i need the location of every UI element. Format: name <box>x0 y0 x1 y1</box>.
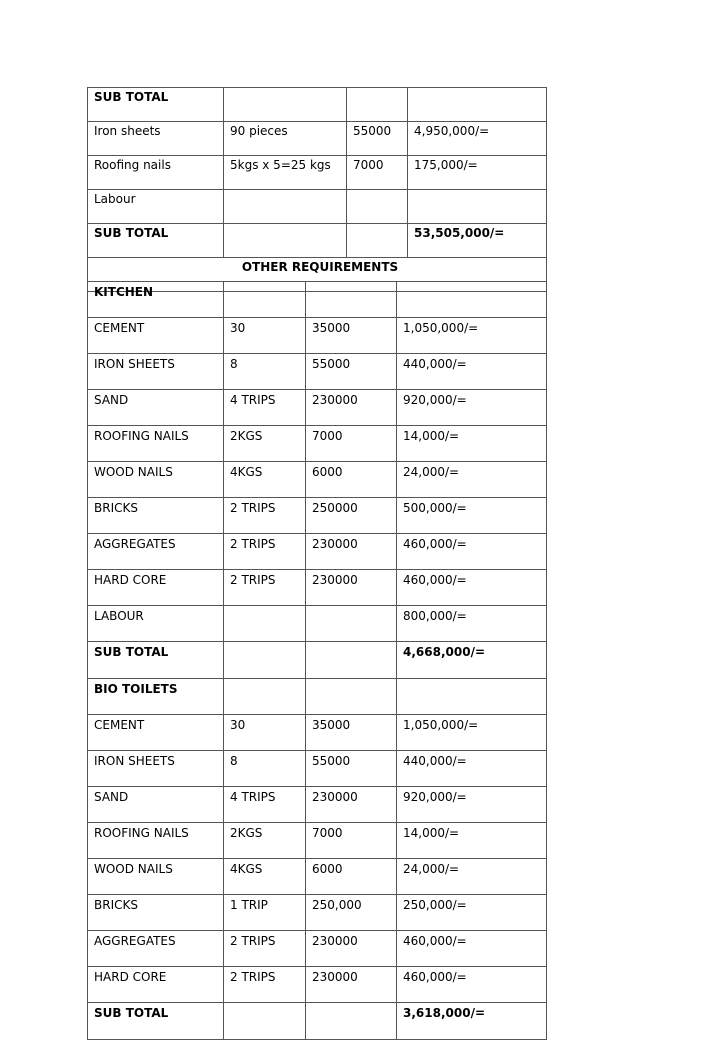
group-heading: KITCHEN <box>88 282 224 318</box>
quantity-cell: 5kgs x 5=25 kgs <box>224 156 347 190</box>
table-row <box>88 156 547 190</box>
quantity-cell: 2KGS <box>224 823 306 859</box>
quantity-cell: 4KGS <box>224 859 306 895</box>
item-cell: HARD CORE <box>88 570 224 606</box>
item-cell: LABOUR <box>88 606 224 642</box>
quantity-cell: 8 <box>224 354 306 390</box>
amount-cell: 920,000/= <box>397 390 547 426</box>
quantity-cell: 4 TRIPS <box>224 390 306 426</box>
amount-cell: 14,000/= <box>397 823 547 859</box>
amount-cell: 175,000/= <box>408 156 547 190</box>
rate-cell: 35000 <box>306 318 397 354</box>
table-row <box>88 426 547 462</box>
rate-cell: 35000 <box>306 715 397 751</box>
item-cell: SAND <box>88 390 224 426</box>
amount-cell: 460,000/= <box>397 570 547 606</box>
item-cell: SUB TOTAL <box>88 224 224 258</box>
group-heading-row <box>88 282 547 318</box>
table-row <box>88 787 547 823</box>
amount-cell: 500,000/= <box>397 498 547 534</box>
empty-cell <box>306 642 397 679</box>
rate-cell: 250000 <box>306 498 397 534</box>
subtotal-amount: 4,668,000/= <box>397 642 547 679</box>
table-row <box>88 751 547 787</box>
empty-cell <box>224 1003 306 1040</box>
amount-cell: 1,050,000/= <box>397 318 547 354</box>
rate-cell: 230000 <box>306 570 397 606</box>
table-row <box>88 390 547 426</box>
table-row <box>88 88 547 122</box>
item-cell: AGGREGATES <box>88 931 224 967</box>
amount-cell: 24,000/= <box>397 462 547 498</box>
table-row <box>88 895 547 931</box>
quantity-cell: 2 TRIPS <box>224 967 306 1003</box>
item-cell: IRON SHEETS <box>88 354 224 390</box>
quantity-cell: 2 TRIPS <box>224 931 306 967</box>
amount-cell: 800,000/= <box>397 606 547 642</box>
empty-cell <box>224 679 306 715</box>
item-cell: Roofing nails <box>88 156 224 190</box>
quantity-cell: 30 <box>224 318 306 354</box>
empty-cell <box>306 1003 397 1040</box>
roofing-cost-table <box>87 87 547 292</box>
rate-cell <box>306 606 397 642</box>
table-row <box>88 318 547 354</box>
quantity-cell: 2KGS <box>224 426 306 462</box>
rate-cell: 55000 <box>306 354 397 390</box>
quantity-cell: 2 TRIPS <box>224 534 306 570</box>
item-cell: CEMENT <box>88 318 224 354</box>
rate-cell: 55000 <box>306 751 397 787</box>
table-row <box>88 534 547 570</box>
quantity-cell <box>224 88 347 122</box>
rate-cell <box>347 224 408 258</box>
quantity-cell: 2 TRIPS <box>224 570 306 606</box>
group-heading: BIO TOILETS <box>88 679 224 715</box>
rate-cell <box>347 88 408 122</box>
item-cell: WOOD NAILS <box>88 859 224 895</box>
rate-cell: 6000 <box>306 859 397 895</box>
table-row <box>88 859 547 895</box>
rate-cell: 7000 <box>347 156 408 190</box>
other-requirements-table <box>87 281 547 1040</box>
table-row <box>88 224 547 258</box>
amount-cell: 14,000/= <box>397 426 547 462</box>
rate-cell: 230000 <box>306 967 397 1003</box>
empty-cell <box>224 282 306 318</box>
empty-cell <box>397 282 547 318</box>
table-row <box>88 967 547 1003</box>
quantity-cell <box>224 606 306 642</box>
rate-cell: 230000 <box>306 931 397 967</box>
table-row <box>88 715 547 751</box>
amount-cell: 920,000/= <box>397 787 547 823</box>
amount-cell <box>408 190 547 224</box>
amount-cell: 250,000/= <box>397 895 547 931</box>
item-cell: HARD CORE <box>88 967 224 1003</box>
amount-cell: 440,000/= <box>397 751 547 787</box>
rate-cell <box>347 190 408 224</box>
empty-cell <box>306 282 397 318</box>
subtotal-row <box>88 1003 547 1040</box>
item-cell: ROOFING NAILS <box>88 823 224 859</box>
subtotal-label: SUB TOTAL <box>88 642 224 679</box>
quantity-cell <box>224 224 347 258</box>
rate-cell: 230000 <box>306 787 397 823</box>
amount-cell: 440,000/= <box>397 354 547 390</box>
rate-cell: 6000 <box>306 462 397 498</box>
empty-cell <box>224 642 306 679</box>
amount-cell: 1,050,000/= <box>397 715 547 751</box>
item-cell: CEMENT <box>88 715 224 751</box>
quantity-cell: 30 <box>224 715 306 751</box>
table-row <box>88 190 547 224</box>
rate-cell: 7000 <box>306 426 397 462</box>
other-requirements-table-body <box>88 282 547 1040</box>
quantity-cell: 4KGS <box>224 462 306 498</box>
item-cell: Labour <box>88 190 224 224</box>
item-cell: ROOFING NAILS <box>88 426 224 462</box>
item-cell: SUB TOTAL <box>88 88 224 122</box>
amount-cell: 460,000/= <box>397 931 547 967</box>
quantity-cell: 8 <box>224 751 306 787</box>
amount-cell: 460,000/= <box>397 967 547 1003</box>
item-cell: SAND <box>88 787 224 823</box>
amount-cell: 53,505,000/= <box>408 224 547 258</box>
table-row <box>88 570 547 606</box>
rate-cell: 230000 <box>306 390 397 426</box>
table-row <box>88 462 547 498</box>
item-cell: IRON SHEETS <box>88 751 224 787</box>
quantity-cell: 1 TRIP <box>224 895 306 931</box>
item-cell: BRICKS <box>88 498 224 534</box>
item-cell: Iron sheets <box>88 122 224 156</box>
item-cell: BRICKS <box>88 895 224 931</box>
quantity-cell: 4 TRIPS <box>224 787 306 823</box>
quantity-cell: 2 TRIPS <box>224 498 306 534</box>
quantity-cell: 90 pieces <box>224 122 347 156</box>
amount-cell: 24,000/= <box>397 859 547 895</box>
amount-cell: 4,950,000/= <box>408 122 547 156</box>
item-cell: WOOD NAILS <box>88 462 224 498</box>
roofing-cost-table-body <box>88 88 547 292</box>
subtotal-label: SUB TOTAL <box>88 1003 224 1040</box>
table-row <box>88 931 547 967</box>
subtotal-amount: 3,618,000/= <box>397 1003 547 1040</box>
section-heading: OTHER REQUIREMENTS <box>88 258 547 292</box>
rate-cell: 250,000 <box>306 895 397 931</box>
table-row <box>88 606 547 642</box>
subtotal-row <box>88 642 547 679</box>
table-row <box>88 498 547 534</box>
item-cell: AGGREGATES <box>88 534 224 570</box>
empty-cell <box>306 679 397 715</box>
rate-cell: 230000 <box>306 534 397 570</box>
table-row <box>88 823 547 859</box>
rate-cell: 7000 <box>306 823 397 859</box>
rate-cell: 55000 <box>347 122 408 156</box>
amount-cell: 460,000/= <box>397 534 547 570</box>
table-row <box>88 122 547 156</box>
quantity-cell <box>224 190 347 224</box>
amount-cell <box>408 88 547 122</box>
empty-cell <box>397 679 547 715</box>
table-row <box>88 354 547 390</box>
group-heading-row <box>88 679 547 715</box>
